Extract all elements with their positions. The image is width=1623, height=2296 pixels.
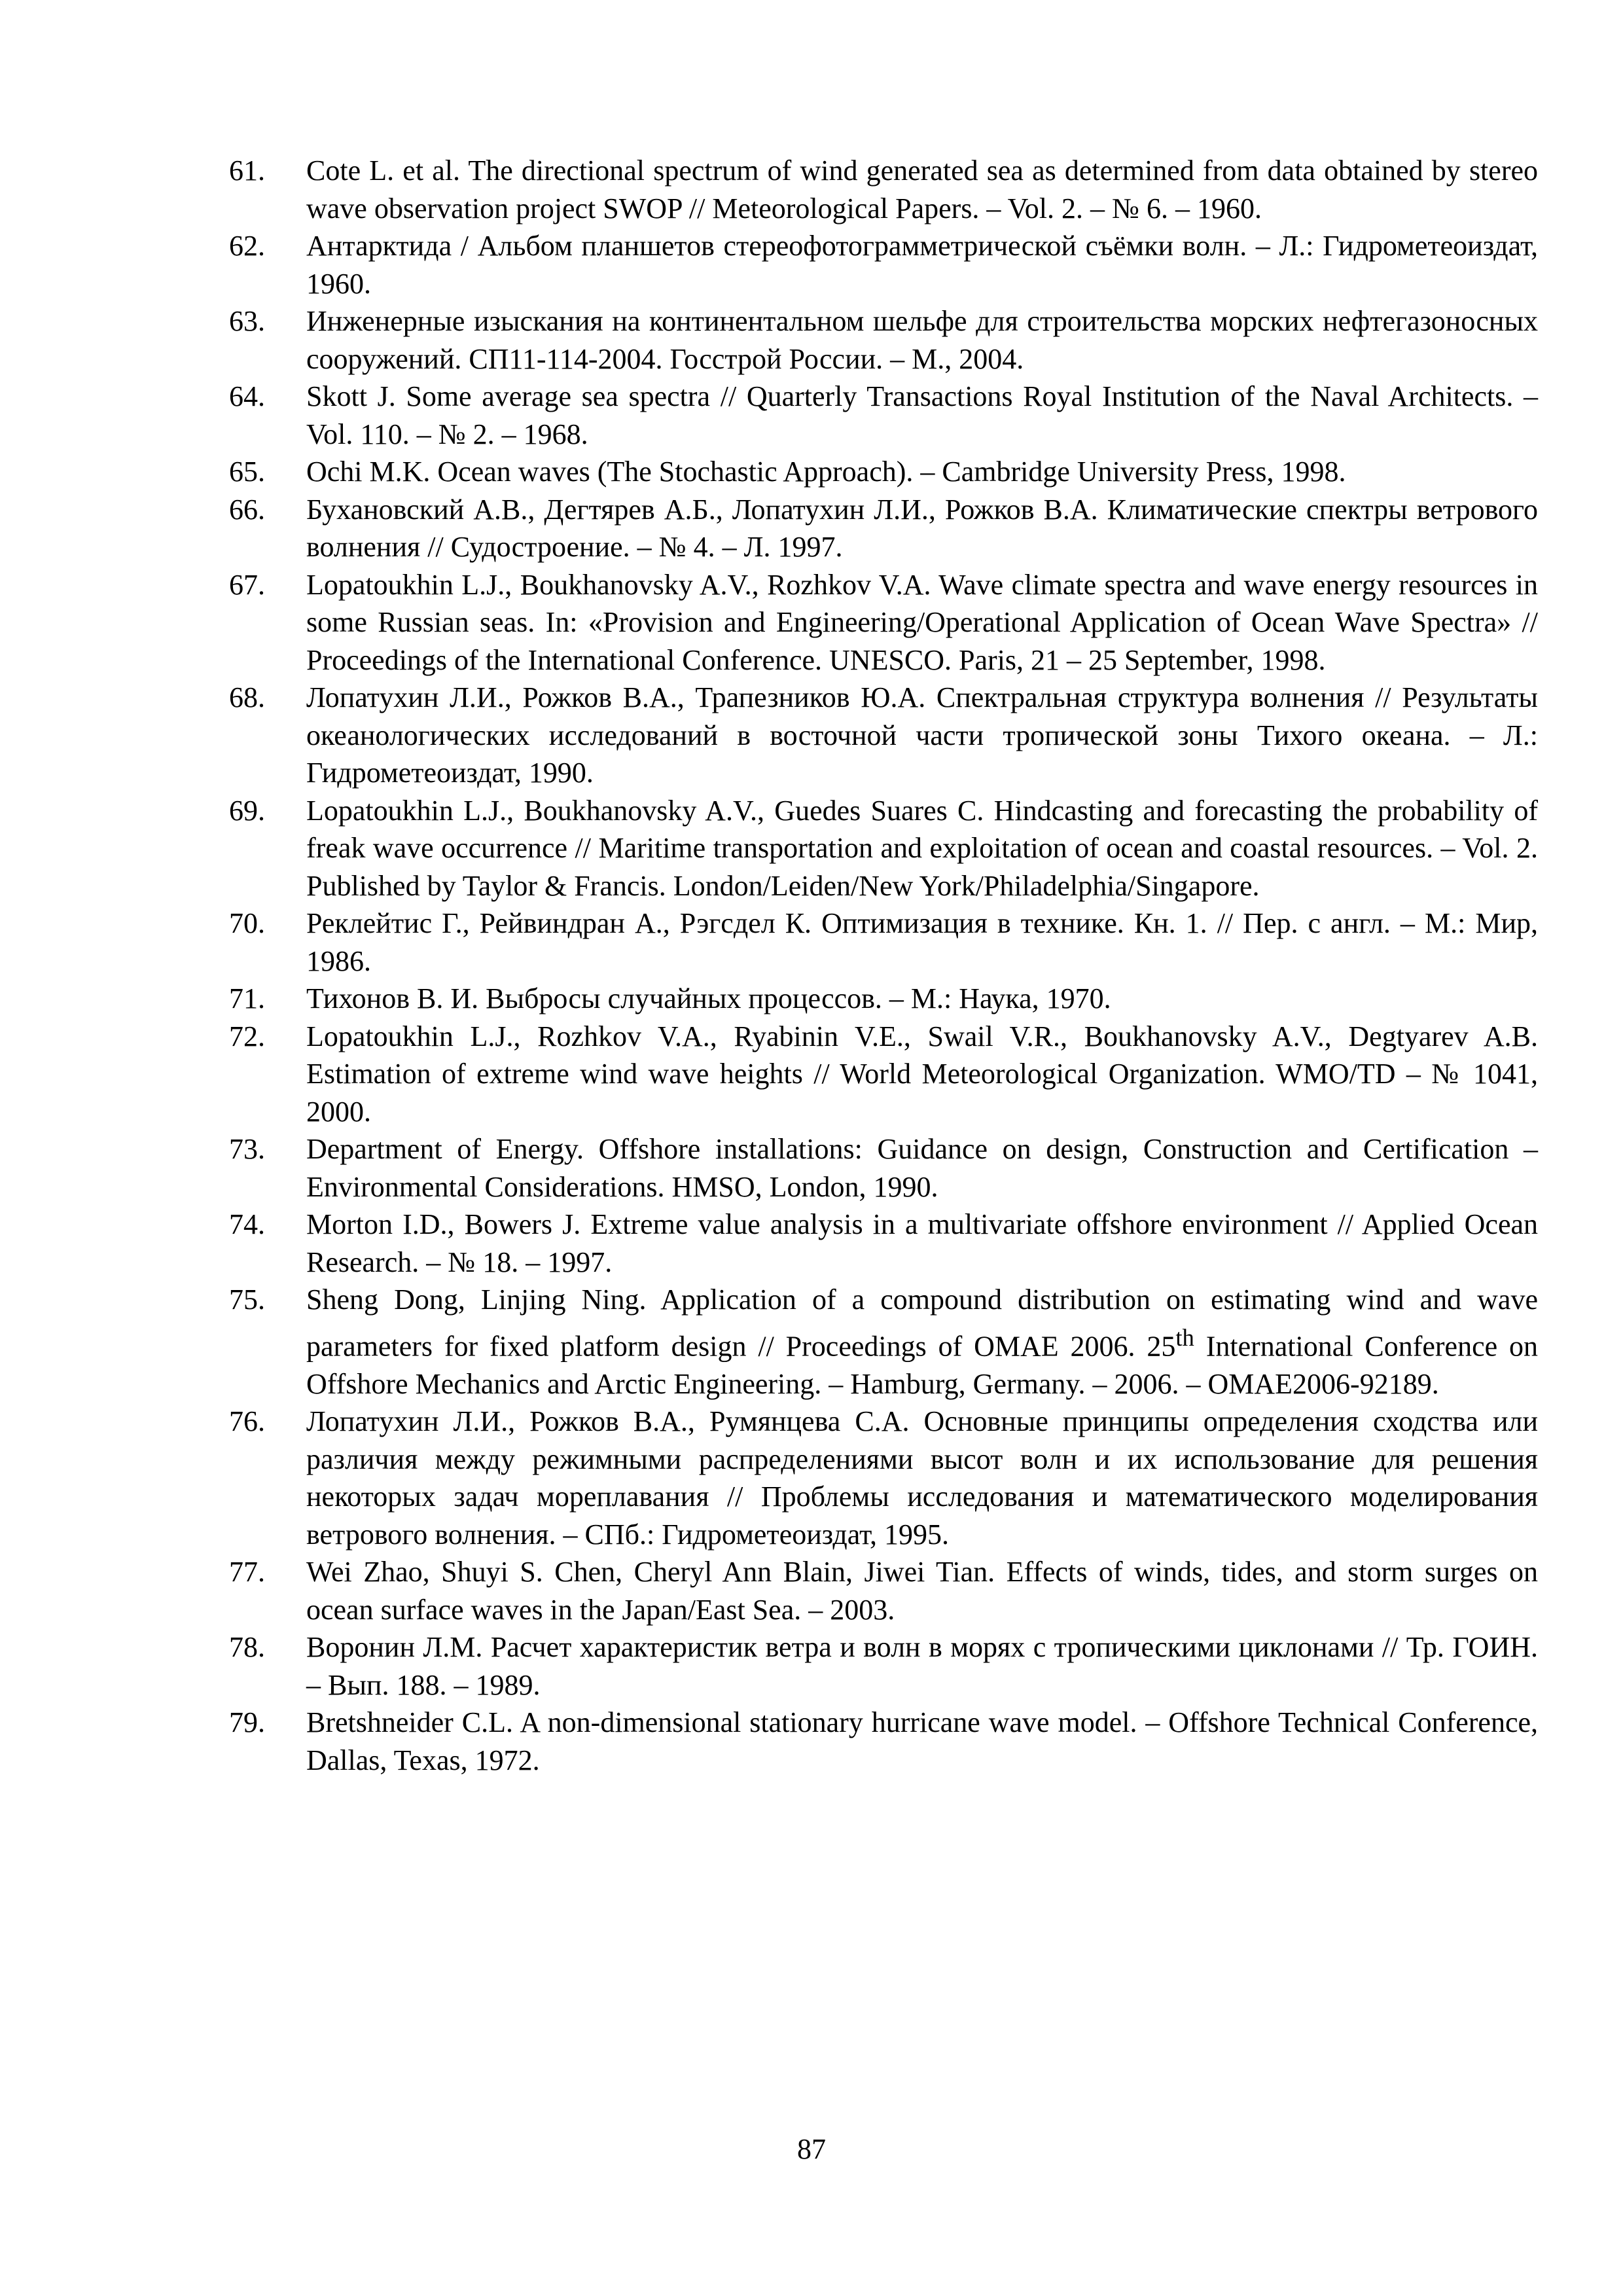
- reference-text: Лопатухин Л.И., Рожков В.А., Румянцева С.А. Основные принципы определения сходства или различия между режимными распределениями высот волн и их использование для решения некоторых задач мореплавания // Проблемы исследования и математического моделирования ветрового волнения. – СПб.: Гидрометеоиздат, 1995.: [306, 1405, 1538, 1551]
- reference-text: Лопатухин Л.И., Рожков В.А., Трапезников Ю.А. Спектральная структура волнения // Результаты океанологических исследований в восточной части тропической зоны Тихого океана. – Л.: Гидрометеоиздат, 1990.: [306, 681, 1538, 789]
- reference-text: Антарктида / Альбом планшетов стереофотограмметрической съёмки волн. – Л.: Гидрометеоиздат, 1960.: [306, 230, 1538, 300]
- reference-item-75: [229, 1281, 1538, 1403]
- reference-item-76: [229, 1403, 1538, 1553]
- reference-number: 70.: [229, 907, 265, 939]
- reference-number: 75.: [229, 1283, 265, 1316]
- reference-text: Lopatoukhin L.J., Boukhanovsky A.V., Guedes Suares C. Hindcasting and forecasting the probability of freak wave occurrence // Maritime transportation and exploitation of ocean and coastal resources. – Vol. 2. Published by Taylor & Francis. London/Leiden/New York/Philadelphia/Singapore.: [306, 794, 1538, 902]
- reference-text: Инженерные изыскания на континентальном шельфе для строительства морских нефтегазоносных сооружений. СП11-114-2004. Госстрой России. – М., 2004.: [306, 305, 1538, 375]
- reference-number: 68.: [229, 681, 265, 713]
- reference-text: Ochi M.K. Ocean waves (The Stochastic Approach). – Cambridge University Press, 1998.: [306, 456, 1346, 488]
- reference-item-78: [229, 1628, 1538, 1704]
- reference-number: 65.: [229, 456, 265, 488]
- reference-text: Morton I.D., Bowers J. Extreme value analysis in a multivariate offshore environment // Applied Ocean Research. – № 18. – 1997.: [306, 1208, 1538, 1278]
- reference-number: 64.: [229, 380, 265, 412]
- ordinal-superscript: th: [1175, 1323, 1194, 1351]
- reference-text: Bretshneider C.L. A non-dimensional stationary hurricane wave model. – Offshore Technical Conference, Dallas, Texas, 1972.: [306, 1706, 1538, 1776]
- reference-text: Skott J. Some average sea spectra // Quarterly Transactions Royal Institution of the Naval Architects. – Vol. 110. – № 2. – 1968.: [306, 380, 1538, 450]
- reference-item-74: [229, 1206, 1538, 1281]
- reference-number: 78.: [229, 1631, 265, 1664]
- reference-text-before: Sheng Dong, Linjing Ning. Application of a compound distribution on estimating wind and wave parameters for fixed platform design // Proceedings of OMAE 2006. 25: [306, 1283, 1538, 1363]
- reference-number: 72.: [229, 1020, 265, 1052]
- reference-number: 62.: [229, 230, 265, 262]
- reference-number: 63.: [229, 305, 265, 337]
- reference-text: Воронин Л.М. Расчет характеристик ветра и волн в морях с тропическими циклонами // Тр. ГОИН. – Вып. 188. – 1989.: [306, 1631, 1538, 1701]
- reference-number: 71.: [229, 982, 265, 1014]
- reference-text: Lopatoukhin L.J., Boukhanovsky A.V., Rozhkov V.A. Wave climate spectra and wave energy resources in some Russian seas. In: «Provision and Engineering/Operational Application of Ocean Wave Spectra» // Proceedings of the International Conference. UNESCO. Paris, 21 – 25 September, 1998.: [306, 568, 1538, 676]
- reference-item-77: [229, 1553, 1538, 1628]
- reference-text: [306, 1281, 1538, 1403]
- reference-item-67: [229, 566, 1538, 679]
- reference-text: Тихонов В. И. Выбросы случайных процессов. – М.: Наука, 1970.: [306, 982, 1111, 1014]
- reference-text: Бухановский А.В., Дегтярев А.Б., Лопатухин Л.И., Рожков В.А. Климатические спектры ветрового волнения // Судостроение. – № 4. – Л. 1997.: [306, 493, 1538, 563]
- reference-item-64: [229, 378, 1538, 453]
- reference-item-65: [229, 453, 1538, 491]
- reference-item-72: [229, 1018, 1538, 1131]
- reference-number: 69.: [229, 794, 265, 827]
- reference-number: 61.: [229, 154, 265, 187]
- reference-item-63: [229, 302, 1538, 378]
- reference-number: 77.: [229, 1556, 265, 1588]
- reference-text: Lopatoukhin L.J., Rozhkov V.A., Ryabinin V.E., Swail V.R., Boukhanovsky A.V., Degtyarev A.B. Estimation of extreme wind wave heights // World Meteorological Organization. WMO/TD – № 1041, 2000.: [306, 1020, 1538, 1128]
- reference-item-68: [229, 679, 1538, 792]
- reference-list: [229, 152, 1538, 1779]
- reference-text: Реклейтис Г., Рейвиндран А., Рэгсдел К. Оптимизация в технике. Кн. 1. // Пер. с англ. – М.: Мир, 1986.: [306, 907, 1538, 977]
- reference-number: 74.: [229, 1208, 265, 1240]
- reference-text-after: International Conference on Offshore Mechanics and Arctic Engineering. – Hamburg, Germany. – 2006. – OMAE2006-92189.: [306, 1330, 1538, 1400]
- reference-number: 73.: [229, 1133, 265, 1165]
- reference-item-71: [229, 980, 1538, 1018]
- reference-item-70: [229, 905, 1538, 980]
- reference-item-61: [229, 152, 1538, 227]
- reference-item-62: [229, 227, 1538, 302]
- reference-text: Cote L. et al. The directional spectrum of wind generated sea as determined from data obtained by stereo wave observation project SWOP // Meteorological Papers. – Vol. 2. – № 6. – 1960.: [306, 154, 1538, 224]
- reference-text: Wei Zhao, Shuyi S. Chen, Cheryl Ann Blain, Jiwei Tian. Effects of winds, tides, and storm surges on ocean surface waves in the Japan/East Sea. – 2003.: [306, 1556, 1538, 1626]
- reference-number: 67.: [229, 568, 265, 601]
- reference-item-69: [229, 792, 1538, 905]
- reference-number: 79.: [229, 1706, 265, 1739]
- reference-item-73: [229, 1130, 1538, 1206]
- reference-item-66: [229, 491, 1538, 566]
- reference-item-79: [229, 1704, 1538, 1779]
- page-number: 87: [797, 2133, 826, 2165]
- reference-number: 66.: [229, 493, 265, 526]
- reference-text: Department of Energy. Offshore installations: Guidance on design, Construction and Certification – Environmental Considerations. HMSO, London, 1990.: [306, 1133, 1538, 1203]
- reference-number: 76.: [229, 1405, 265, 1438]
